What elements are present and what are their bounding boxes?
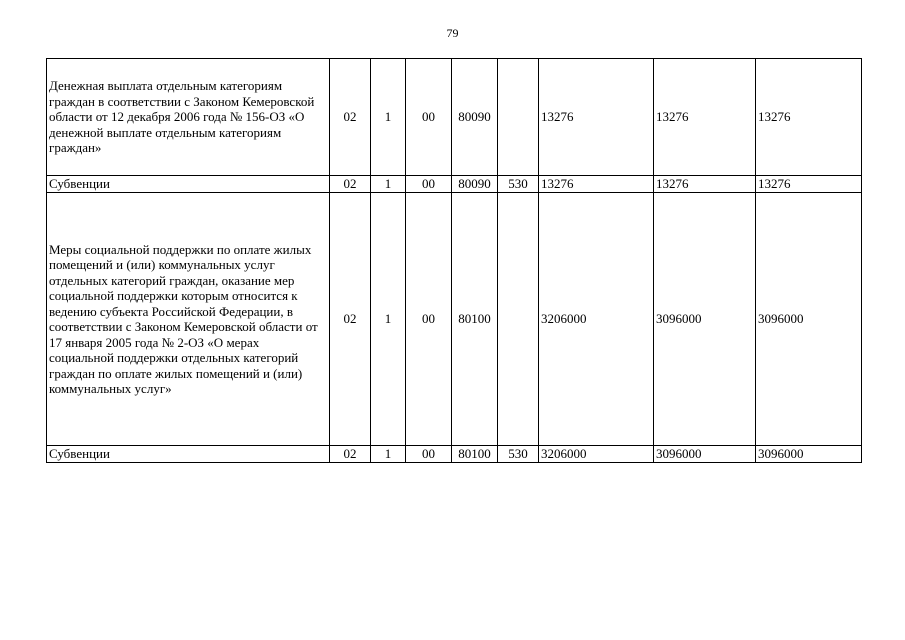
code-direction: 80100 [452,446,498,463]
code-program: 1 [371,176,406,193]
row-name: Субвенции [47,176,330,193]
row-name: Меры социальной поддержки по оплате жилых помещений и (или) коммунальных услуг отдельных категорий граждан, оказание мер социальной поддержки которым относится к ведению субъекта Российской Федерации, в соответствии с Законом Кемеровской области от 17 января 2005 года № 2-ОЗ «О мерах социальной поддержки отдельных категорий граждан по оплате жилых помещений и (или) коммунальных услуг» [47,193,330,446]
code-expense-type [498,59,539,176]
row-name: Денежная выплата отдельным категориям граждан в соответствии с Законом Кемеровской области от 12 декабря 2006 года № 156-ОЗ «О денежной выплате отдельным категориям граждан» [47,59,330,176]
amount-year-2: 13276 [654,59,756,176]
table-row [47,59,862,176]
code-program: 1 [371,193,406,446]
code-direction: 80100 [452,193,498,446]
table-row [47,446,862,463]
budget-table [46,58,862,463]
code-direction: 80090 [452,176,498,193]
code-program: 1 [371,446,406,463]
amount-year-2: 3096000 [654,193,756,446]
code-section: 02 [330,59,371,176]
amount-year-3: 13276 [756,59,862,176]
code-section: 02 [330,193,371,446]
amount-year-1: 13276 [539,59,654,176]
code-program: 1 [371,59,406,176]
table-row [47,193,862,446]
amount-year-1: 13276 [539,176,654,193]
amount-year-2: 3096000 [654,446,756,463]
code-subprogram: 00 [406,59,452,176]
code-section: 02 [330,176,371,193]
table-row [47,176,862,193]
code-subprogram: 00 [406,446,452,463]
code-expense-type [498,193,539,446]
row-name: Субвенции [47,446,330,463]
code-expense-type: 530 [498,176,539,193]
code-expense-type: 530 [498,446,539,463]
amount-year-3: 3096000 [756,193,862,446]
code-subprogram: 00 [406,193,452,446]
amount-year-2: 13276 [654,176,756,193]
code-subprogram: 00 [406,176,452,193]
amount-year-1: 3206000 [539,446,654,463]
code-direction: 80090 [452,59,498,176]
amount-year-1: 3206000 [539,193,654,446]
amount-year-3: 13276 [756,176,862,193]
amount-year-3: 3096000 [756,446,862,463]
code-section: 02 [330,446,371,463]
page-number: 79 [446,26,459,40]
